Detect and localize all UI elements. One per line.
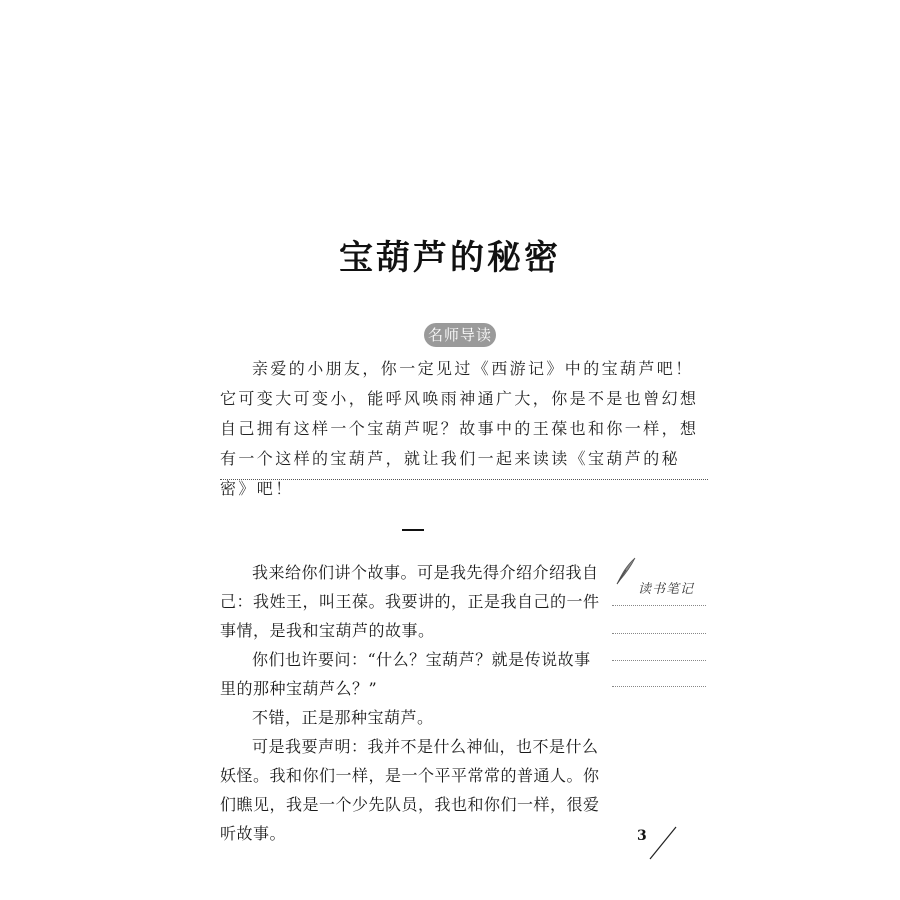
chapter-number [402, 529, 424, 531]
body-text [220, 558, 605, 848]
paragraph: 不错，正是那种宝葫芦。 [252, 708, 434, 727]
paragraph: 你们也许要问：“什么？宝葫芦？就是传说故事里的那种宝葫芦么？” [220, 650, 591, 698]
paragraph: 可是我要声明：我并不是什么神仙，也不是什么妖怪。我和你们一样，是一个平平常常的普通人。你们瞧见，我是一个少先队员，我也和你们一样，很爱听故事。 [220, 737, 600, 843]
reading-notes-label: 读书笔记 [638, 582, 695, 597]
page-number: 3 [637, 828, 647, 844]
guide-badge: 名师导读 [424, 323, 496, 347]
chapter-title: 宝葫芦的秘密 [339, 238, 561, 278]
note-line [612, 660, 706, 661]
guide-text: 亲爱的小朋友，你一定见过《西游记》中的宝葫芦吧！它可变大可变小，能呼风唤雨神通广大，你是不是也曾幻想自己拥有这样一个宝葫芦呢？故事中的王葆也和你一样，想有一个这样的宝葫芦，就让我们一起来读读《宝葫芦的秘密》吧！ [220, 359, 699, 498]
page-slash-decoration [648, 826, 678, 860]
note-line [612, 605, 706, 606]
paragraph: 我来给你们讲个故事。可是我先得介绍介绍我自己：我姓王，叫王葆。我要讲的，正是我自己的一件事情，是我和宝葫芦的故事。 [220, 563, 600, 640]
note-line [612, 686, 706, 687]
section-divider [220, 479, 708, 480]
note-line [612, 633, 706, 634]
quill-pen-icon [614, 556, 638, 586]
